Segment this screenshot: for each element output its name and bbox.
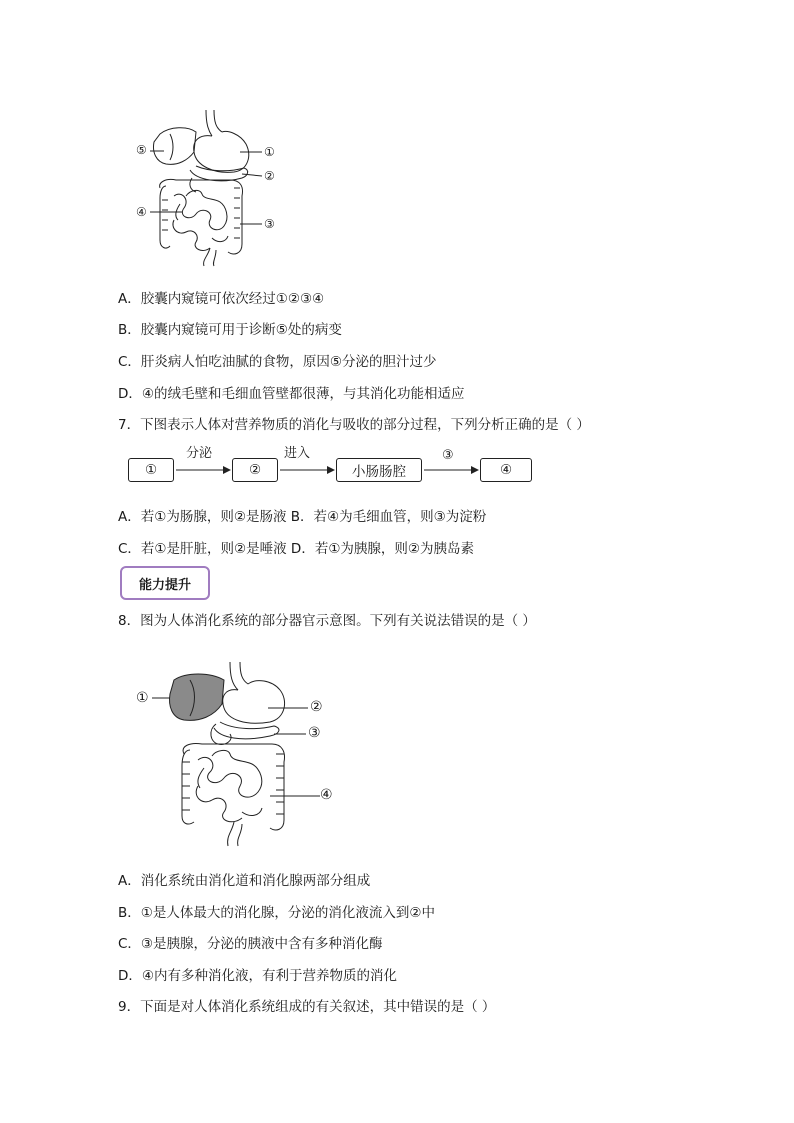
q8-diagram bbox=[130, 658, 340, 848]
liver-shape bbox=[170, 674, 224, 720]
digestive-system-illustration bbox=[130, 108, 280, 268]
q6-label-2: ② bbox=[264, 169, 275, 183]
q7-flow-box-1: ① bbox=[128, 458, 174, 482]
q8-label-1: ① bbox=[136, 690, 149, 706]
q8-label-2: ② bbox=[310, 699, 323, 715]
q6-option-b: B．胶囊内窥镜可用于诊断⑤处的病变 bbox=[118, 322, 342, 338]
q7-options-row-1: A．若①为肠腺，则②是肠液 B．若④为毛细血管，则③为淀粉 bbox=[118, 509, 487, 525]
q6-option-a: A．胶囊内窥镜可依次经过①②③④ bbox=[118, 291, 325, 307]
q8-option-d: D．④内有多种消化液，有利于营养物质的消化 bbox=[118, 968, 397, 984]
q7-flow-box-3: 小肠肠腔 bbox=[336, 458, 422, 482]
q8-option-c: C．③是胰腺，分泌的胰液中含有多种消化酶 bbox=[118, 936, 383, 952]
q6-label-3: ③ bbox=[264, 217, 275, 231]
q6-option-c: C．肝炎病人怕吃油腻的食物，原因⑤分泌的胆汁过少 bbox=[118, 354, 437, 370]
q8-label-4: ④ bbox=[320, 787, 333, 803]
q6-label-4: ④ bbox=[136, 205, 147, 219]
q6-option-d: D．④的绒毛壁和毛细血管壁都很薄，与其消化功能相适应 bbox=[118, 386, 465, 402]
q6-label-1: ① bbox=[264, 145, 275, 159]
digestive-organs-illustration bbox=[130, 658, 340, 848]
q9-stem: 9．下面是对人体消化系统组成的有关叙述，其中错误的是（ ） bbox=[118, 999, 496, 1015]
section-badge: 能力提升 bbox=[120, 566, 210, 600]
q7-stem: 7．下图表示人体对营养物质的消化与吸收的部分过程，下列分析正确的是（ ） bbox=[118, 417, 590, 433]
q6-label-5: ⑤ bbox=[136, 143, 147, 157]
q8-stem: 8．图为人体消化系统的部分器官示意图。下列有关说法错误的是（ ） bbox=[118, 613, 536, 629]
q7-arrow-label-3: ③ bbox=[442, 448, 454, 463]
q7-flow-box-2: ② bbox=[232, 458, 278, 482]
q7-options-row-2: C．若①是肝脏，则②是唾液 D．若①为胰腺，则②为胰岛素 bbox=[118, 541, 475, 557]
q8-option-a: A．消化系统由消化道和消化腺两部分组成 bbox=[118, 873, 371, 889]
q7-arrow-label-enter: 进入 bbox=[284, 446, 311, 461]
q6-diagram bbox=[130, 108, 280, 268]
q7-flow-arrows bbox=[174, 462, 480, 478]
q7-arrow-label-secrete: 分泌 bbox=[186, 446, 213, 461]
q8-option-b: B．①是人体最大的消化腺，分泌的消化液流入到②中 bbox=[118, 905, 435, 921]
q8-label-3: ③ bbox=[308, 725, 321, 741]
q7-flow-box-4: ④ bbox=[480, 458, 532, 482]
